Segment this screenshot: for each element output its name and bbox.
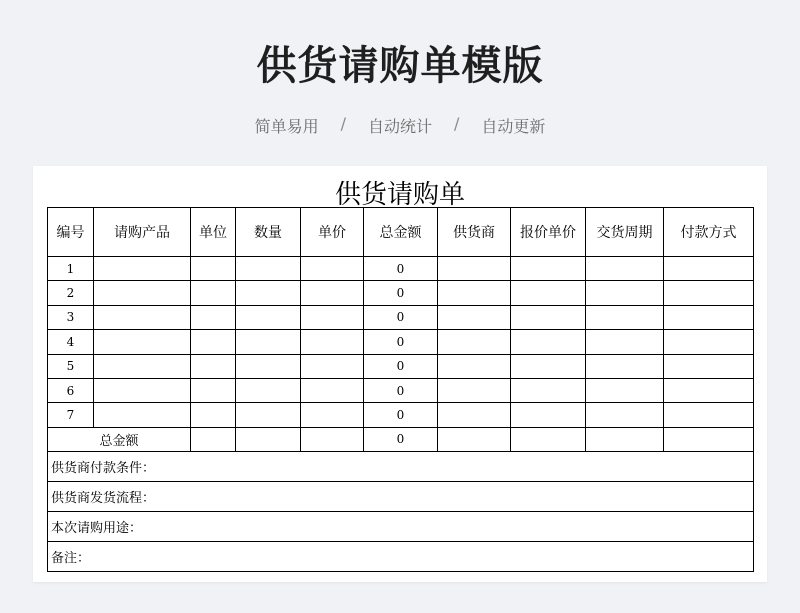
cell-product[interactable] — [94, 330, 191, 354]
summary-total-value: 0 — [364, 427, 438, 451]
cell-lead-time[interactable] — [586, 378, 664, 402]
cell-total: 0 — [364, 403, 438, 427]
cell-total: 0 — [364, 354, 438, 378]
cell-lead-time[interactable] — [586, 330, 664, 354]
cell-unit[interactable] — [191, 257, 236, 281]
cell-lead-time[interactable] — [586, 281, 664, 305]
cell-quote[interactable] — [511, 354, 586, 378]
tag-auto-stat: 自动统计 — [367, 117, 432, 136]
cell-no: 6 — [48, 378, 94, 402]
cell-supplier[interactable] — [438, 305, 511, 329]
cell-qty[interactable] — [236, 305, 301, 329]
cell-supplier[interactable] — [438, 281, 511, 305]
cell-supplier[interactable] — [438, 403, 511, 427]
cell-lead-time[interactable] — [586, 403, 664, 427]
cell-price[interactable] — [301, 378, 364, 402]
cell-total: 0 — [364, 281, 438, 305]
cell-quote[interactable] — [511, 403, 586, 427]
cell-supplier[interactable] — [438, 354, 511, 378]
feature-tags — [0, 114, 800, 137]
cell-no: 3 — [48, 305, 94, 329]
col-header-unit: 单位 — [191, 208, 236, 257]
cell-unit[interactable] — [191, 281, 236, 305]
note-shipping-process[interactable]: 供货商发货流程： — [48, 482, 754, 512]
cell-total: 0 — [364, 378, 438, 402]
cell-qty[interactable] — [236, 354, 301, 378]
cell-no: 5 — [48, 354, 94, 378]
cell-quote — [511, 427, 586, 451]
cell-lead-time[interactable] — [586, 257, 664, 281]
col-header-payment: 付款方式 — [664, 208, 754, 257]
cell-price[interactable] — [301, 281, 364, 305]
cell-no: 1 — [48, 257, 94, 281]
cell-quote[interactable] — [511, 281, 586, 305]
table-row — [48, 330, 754, 354]
cell-price[interactable] — [301, 257, 364, 281]
note-row-remarks — [48, 542, 754, 572]
cell-total: 0 — [364, 257, 438, 281]
page-title: 供货请购单模版 — [256, 43, 544, 89]
col-header-total: 总金额 — [364, 208, 438, 257]
cell-lead-time[interactable] — [586, 354, 664, 378]
form-sheet — [33, 166, 767, 582]
cell-payment[interactable] — [664, 354, 754, 378]
cell-total: 0 — [364, 330, 438, 354]
table-row — [48, 281, 754, 305]
cell-total: 0 — [364, 305, 438, 329]
cell-no: 2 — [48, 281, 94, 305]
cell-price — [301, 427, 364, 451]
cell-qty — [236, 427, 301, 451]
note-row-purpose — [48, 512, 754, 542]
col-header-no: 编号 — [48, 208, 94, 257]
cell-unit[interactable] — [191, 403, 236, 427]
cell-quote[interactable] — [511, 330, 586, 354]
cell-qty[interactable] — [236, 257, 301, 281]
cell-supplier — [438, 427, 511, 451]
note-row-shipping-process — [48, 482, 754, 512]
cell-unit[interactable] — [191, 378, 236, 402]
cell-no: 7 — [48, 403, 94, 427]
cell-quote[interactable] — [511, 257, 586, 281]
cell-no: 4 — [48, 330, 94, 354]
cell-price[interactable] — [301, 305, 364, 329]
col-header-product: 请购产品 — [94, 208, 191, 257]
cell-price[interactable] — [301, 403, 364, 427]
cell-supplier[interactable] — [438, 257, 511, 281]
note-purpose[interactable]: 本次请购用途： — [48, 512, 754, 542]
cell-product[interactable] — [94, 354, 191, 378]
cell-lead-time[interactable] — [586, 305, 664, 329]
cell-unit[interactable] — [191, 305, 236, 329]
cell-qty[interactable] — [236, 403, 301, 427]
cell-product[interactable] — [94, 257, 191, 281]
cell-price[interactable] — [301, 330, 364, 354]
cell-qty[interactable] — [236, 281, 301, 305]
cell-qty[interactable] — [236, 330, 301, 354]
cell-payment[interactable] — [664, 281, 754, 305]
table-row — [48, 305, 754, 329]
tag-separator: / — [340, 114, 346, 133]
table-row — [48, 354, 754, 378]
table-row — [48, 403, 754, 427]
purchase-request-table — [47, 207, 754, 572]
cell-price[interactable] — [301, 354, 364, 378]
cell-unit[interactable] — [191, 354, 236, 378]
col-header-supplier: 供货商 — [438, 208, 511, 257]
cell-product[interactable] — [94, 378, 191, 402]
cell-lead-time — [586, 427, 664, 451]
col-header-price: 单价 — [301, 208, 364, 257]
tag-auto-update: 自动更新 — [481, 117, 546, 136]
cell-product[interactable] — [94, 403, 191, 427]
sheet-title: 供货请购单 — [334, 180, 465, 210]
cell-payment[interactable] — [664, 330, 754, 354]
note-row-payment-terms — [48, 452, 754, 482]
summary-row — [48, 427, 754, 451]
note-remarks[interactable]: 备注： — [48, 542, 754, 572]
cell-supplier[interactable] — [438, 378, 511, 402]
summary-label: 总金额 — [48, 427, 191, 451]
cell-payment — [664, 427, 754, 451]
table-row — [48, 257, 754, 281]
cell-payment[interactable] — [664, 257, 754, 281]
cell-qty[interactable] — [236, 378, 301, 402]
cell-unit — [191, 427, 236, 451]
col-header-quote: 报价单价 — [511, 208, 586, 257]
cell-payment[interactable] — [664, 378, 754, 402]
tag-separator: / — [454, 114, 460, 133]
col-header-qty: 数量 — [236, 208, 301, 257]
cell-product[interactable] — [94, 305, 191, 329]
note-payment-terms[interactable]: 供货商付款条件： — [48, 452, 754, 482]
cell-supplier[interactable] — [438, 330, 511, 354]
cell-unit[interactable] — [191, 330, 236, 354]
cell-payment[interactable] — [664, 403, 754, 427]
col-header-lead-time: 交货周期 — [586, 208, 664, 257]
cell-payment[interactable] — [664, 305, 754, 329]
cell-quote[interactable] — [511, 305, 586, 329]
table-row — [48, 378, 754, 402]
cell-product[interactable] — [94, 281, 191, 305]
cell-quote[interactable] — [511, 378, 586, 402]
tag-easy: 简单易用 — [254, 117, 319, 136]
table-header — [48, 208, 754, 257]
